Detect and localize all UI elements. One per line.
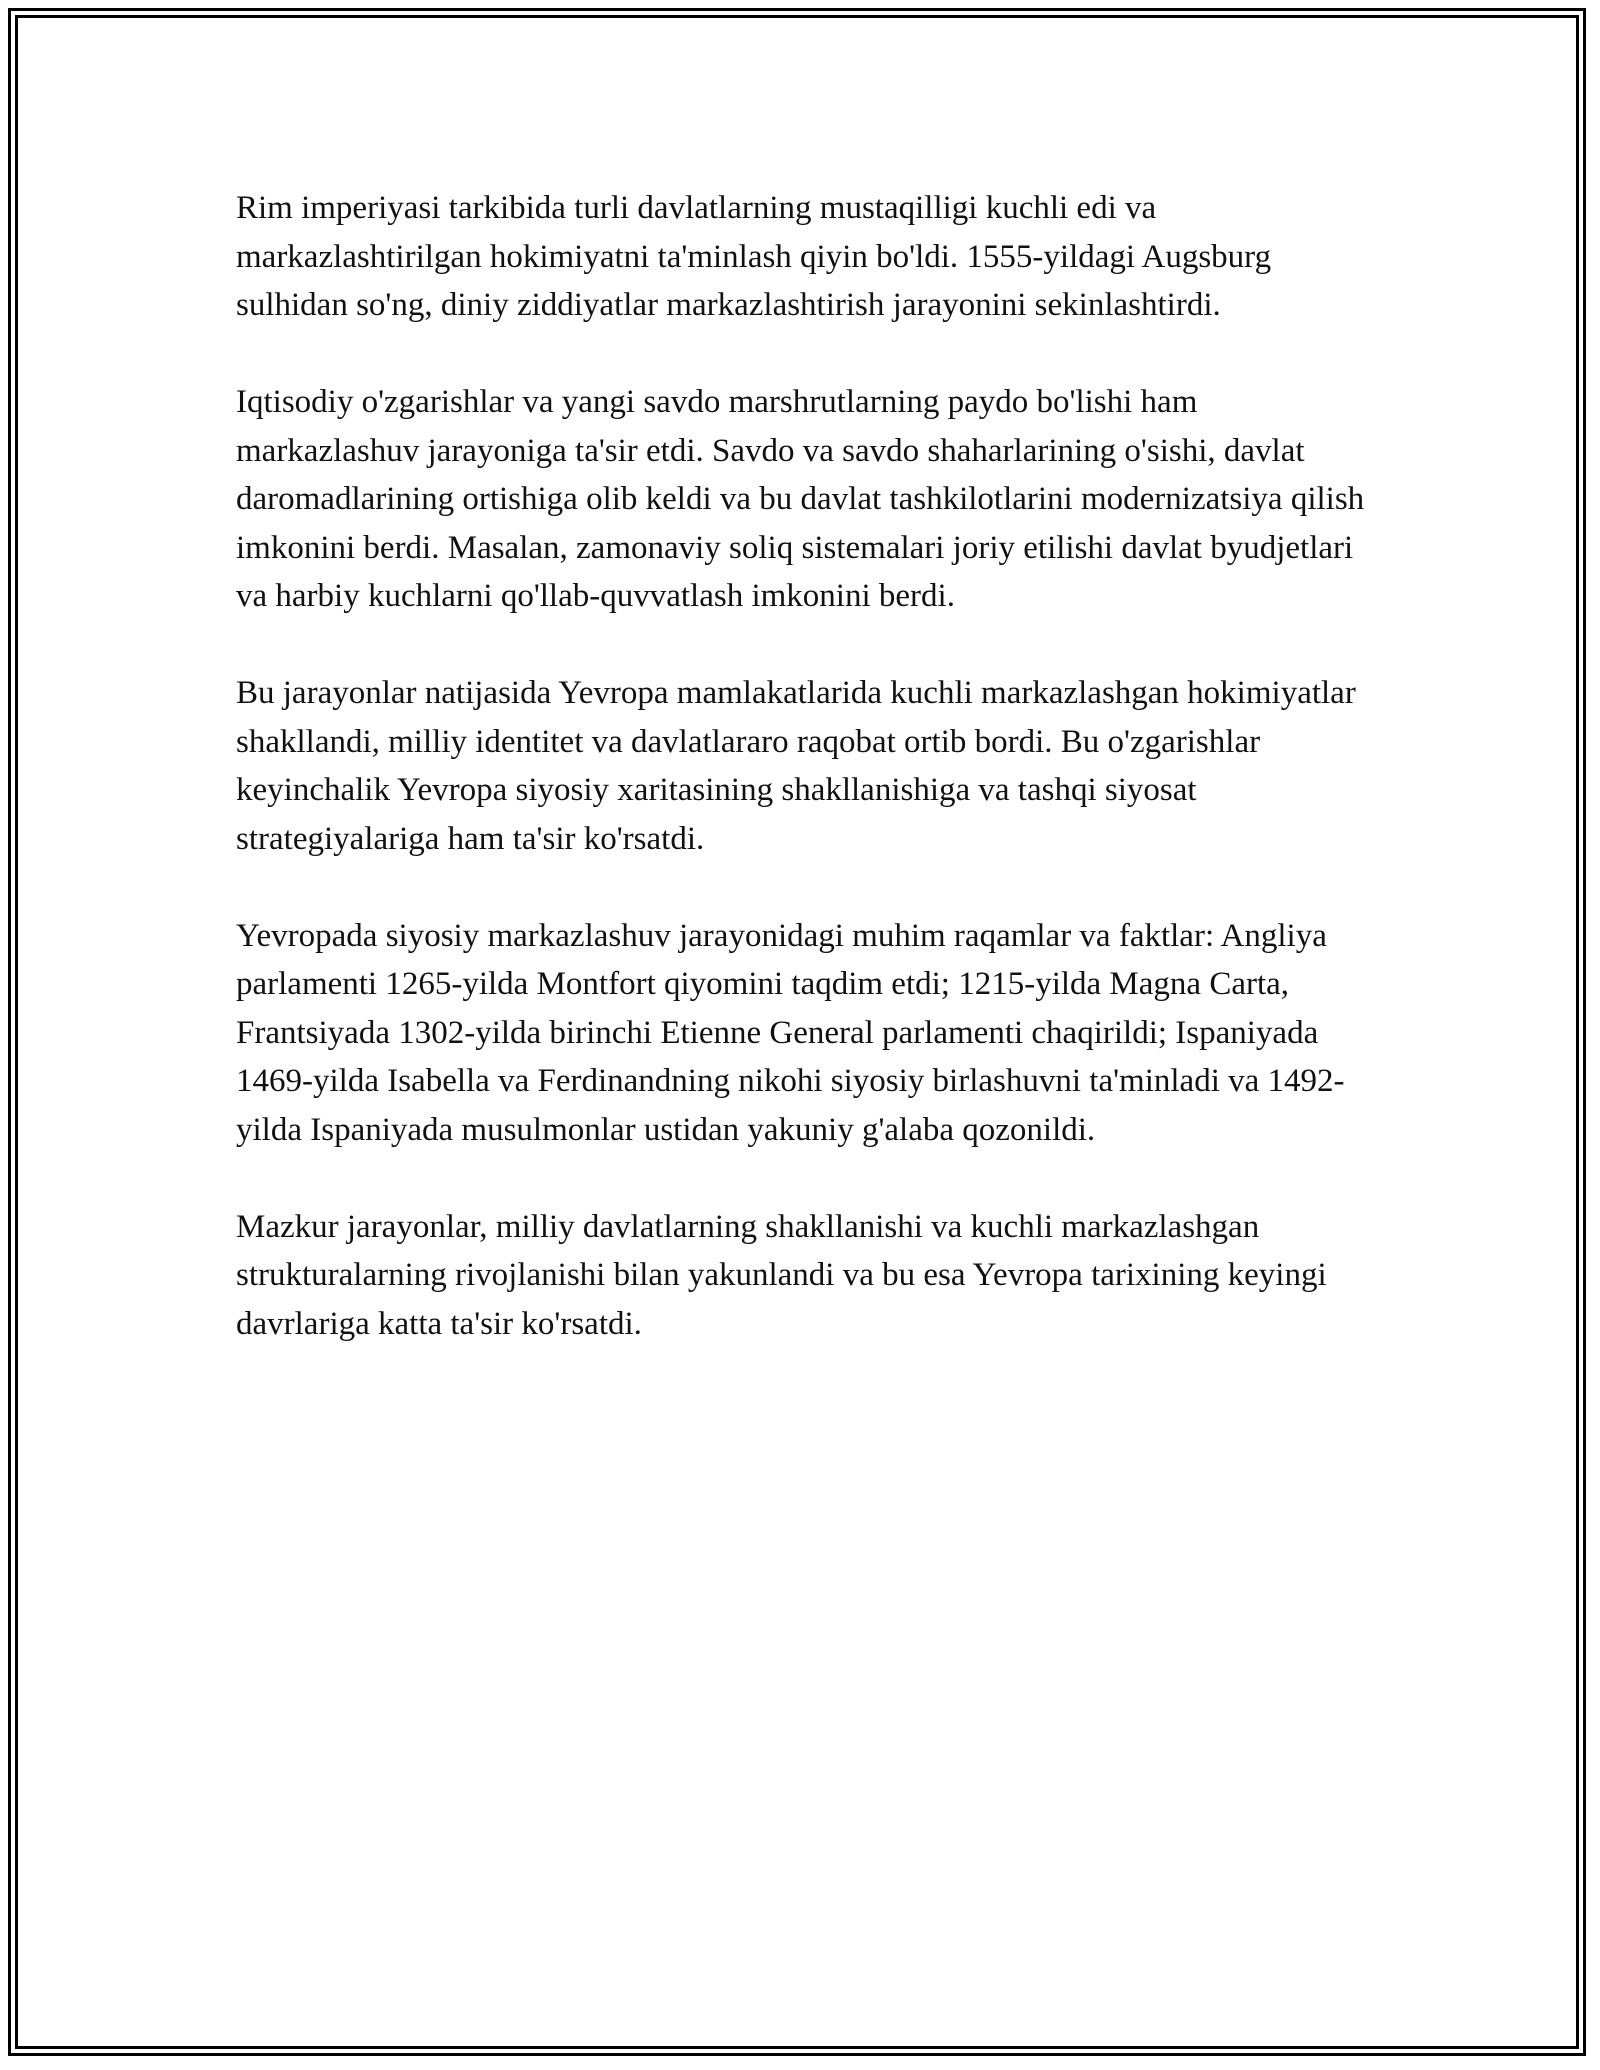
document-body xyxy=(236,184,1376,1397)
paragraph-3: Bu jarayonlar natijasida Yevropa mamlakatlarida kuchli markazlashgan hokimiyatlar shakllandi, milliy identitet va davlatlararo raqobat ortib bordi. Bu o'zgarishlar keyinchalik Yevropa siyosiy xaritasining shakllanishiga va tashqi siyosat strategiyalariga ham ta'sir ko'rsatdi. xyxy=(236,675,1356,857)
paragraph-5: Mazkur jarayonlar, milliy davlatlarning shakllanishi va kuchli markazlashgan strukturalarning rivojlanishi bilan yakunlandi va bu esa Yevropa tarixining keyingi davrlariga katta ta'sir ko'rsatdi. xyxy=(236,1208,1327,1342)
paragraph-2: Iqtisodiy o'zgarishlar va yangi savdo marshrutlarning paydo bo'lishi ham markazlashuv jarayoniga ta'sir etdi. Savdo va savdo shaharlarining o'sishi, davlat daromadlarining ortishiga olib keldi va bu davlat tashkilotlarini modernizatsiya qilish imkonini berdi. Masalan, zamonaviy soliq sistemalari joriy etilishi davlat byudjetlari va harbiy kuchlarni qo'llab-quvvatlash imkonini berdi. xyxy=(236,384,1365,614)
paragraph-4: Yevropada siyosiy markazlashuv jarayonidagi muhim raqamlar va faktlar: Angliya parlamenti 1265-yilda Montfort qiyomini taqdim etdi; 1215-yilda Magna Carta, Frantsiyada 1302-yilda birinchi Etienne General parlamenti chaqirildi; Ispaniyada 1469-yilda Isabella va Ferdinandning nikohi siyosiy birlashuvni ta'minladi va 1492-yilda Ispaniyada musulmonlar ustidan yakuniy g'alaba qozonildi. xyxy=(236,917,1345,1148)
paragraph-1: Rim imperiyasi tarkibida turli davlatlarning mustaqilligi kuchli edi va markazlashtirilgan hokimiyatni ta'minlash qiyin bo'ldi. 1555-yildagi Augsburg sulhidan so'ng, diniy ziddiyatlar markazlashtirish jarayonini sekinlashtirdi. xyxy=(236,190,1272,323)
